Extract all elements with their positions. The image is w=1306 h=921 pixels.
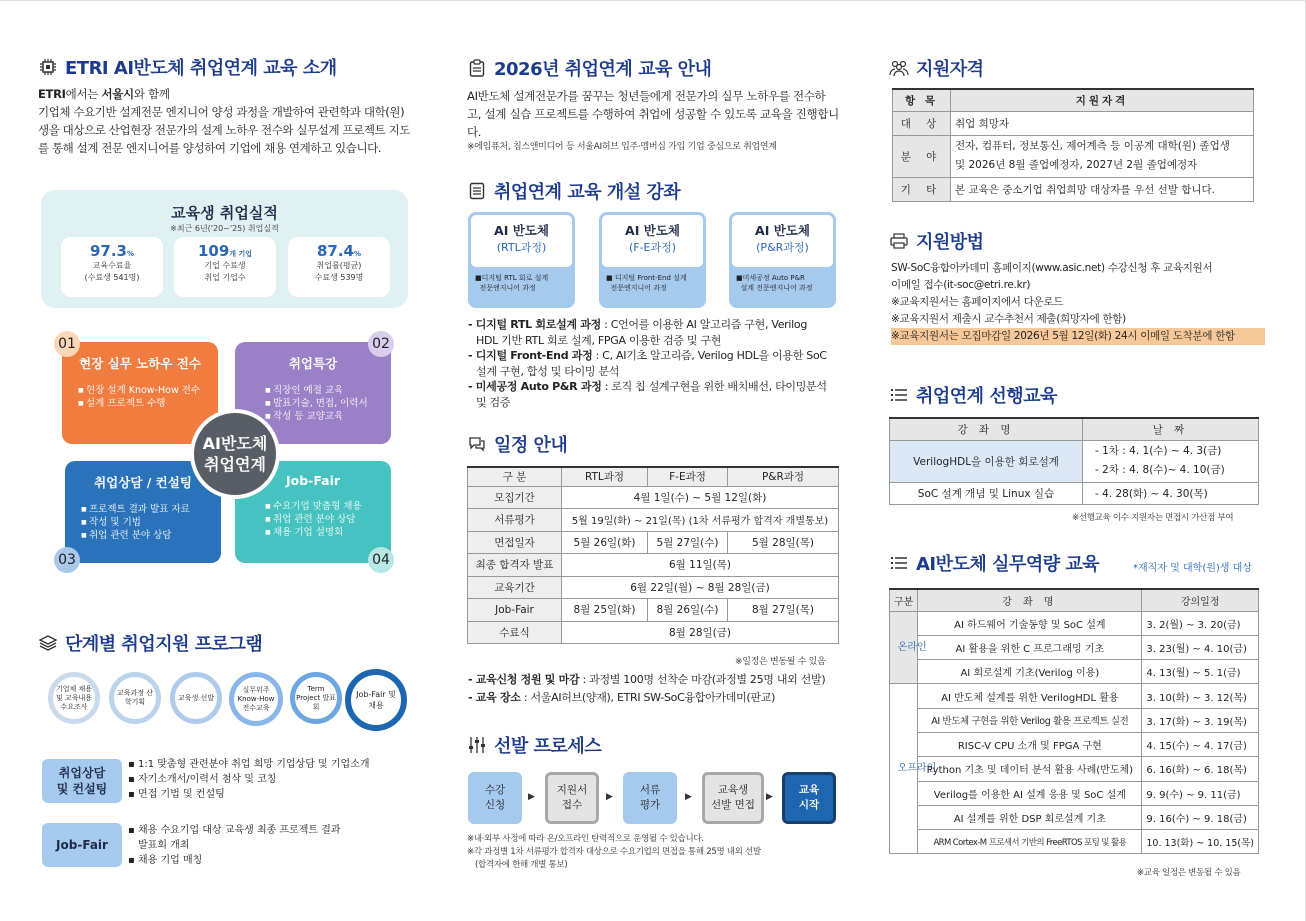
practical-table: 구분 강 좌 명 강의일정 온라인 AI 하드웨어 기술동향 및 SoC 설계 3. 2(월) ~ 3. 20(금) AI 활용을 위한 C 프로그래밍 기초 3. 23(월) ~ 4. 10(금) AI 회로설계 기초(Verilog 이용) 4. 13(월) ~ 5. 1(금) 오프라인 AI 반도체 설계를 위한 VerilogHDL 활용 3. 10(화) ~ 3. 12(목) AI 반도체 구현을 위한 Verilog 활용 프로젝트 실전 3. 17(화) ~ 3. 19(목) RISC-V CPU 소개 및 FPGA 구현 4. 15(수) ~ 4. 17(금) Python 기초 및 데이터 분석 활용 사례(반도체) 6. 16(화) ~ 6. 18(목) Verilog를 이용한 AI 설계 응용 및 SoC 설계 9. 9(수) ~ 9. 11(금) AI 설계를 위한 DSP 회로설계 기초 9. 16(수) ~ 9. 18(금) ARM Cortex-M 프로세서 기반의 FreeRTOS 포팅 및 활용 10. 13(화) ~ 10. 15(목) xyxy=(889,588,1259,854)
quadrant-lecture: 취업특강 ■ 직장인 예절 교육 ■ 발표기술, 면접, 이력서 ■ 작성 등 교양교육 xyxy=(235,342,391,444)
stat-card: 97.3% 교육수료율 (수료생 541명) xyxy=(61,237,163,297)
table-row: ARM Cortex-M 프로세서 기반의 FreeRTOS 포팅 및 활용 10. 13(화) ~ 10. 15(목) xyxy=(890,830,1259,854)
guide-intro: AI반도체 설계전문가를 꿈꾸는 청년들에게 전문가의 실무 노하우를 전수하고, 설계 실습 프로젝트를 수행하여 취업에 성공할 수 있도록 교육을 진행합니다. xyxy=(467,89,839,139)
course-card-pr: AI 반도체 (P&R과정) ■미세공정 Auto P&R 설계 전문엔지니어 과정 xyxy=(729,212,836,308)
table-row: AI 반도체 구현을 위한 Verilog 활용 프로젝트 실전 3. 17(화) ~ 3. 19(목) xyxy=(890,708,1259,732)
quadrant-knowhow: 현장 실무 노하우 전수 ■ 현장 설계 Know-How 전수 ■ 설계 프로젝트 수행 xyxy=(62,342,218,444)
pre-edu-table: 강 좌 명 날 짜 VerilogHDL을 이용한 회로설계 - 1차 : 4. 1(수) ~ 4. 3(금) - 2차 : 4. 8(수)~ 4. 10(금) SoC 설계 개념 및 Linux 실습 - 4. 28(화) ~ 4. 30(목) xyxy=(889,417,1259,505)
jobfair-list: ▪ 채용 수요기업 대상 교육생 최종 프로젝트 결과 발표회 개최 ▪ 채용 기업 매칭 xyxy=(128,825,341,866)
pre-edu-note: ※선행교육 이수 지원자는 면접시 가산점 부여 xyxy=(1072,513,1234,523)
table-row: RISC-V CPU 소개 및 FPGA 구현 4. 15(수) ~ 4. 17(금) xyxy=(890,732,1259,756)
quadrant-number: 02 xyxy=(368,331,394,357)
employment-stats-box xyxy=(41,190,408,308)
table-row: AI 활용을 위한 C 프로그래밍 기초 3. 23(월) ~ 4. 10(금) xyxy=(890,635,1259,659)
eligibility-table: 항 목 지원자격 대 상 취업 희망자 분 야 전자, 컴퓨터, 정보통신, 제어계측 등 이공계 대학(원) 졸업생 및 2026년 8월 졸업예정자, 2027년 2월 졸업예정자 기 타 본 교육은 중소기업 취업희망 대상자를 우선 선발 합니다. xyxy=(892,88,1254,202)
list-bullet-icon xyxy=(889,385,909,405)
program-step: 기업체 채용 및 교육내용 수요조사 xyxy=(48,672,100,724)
stat-card: 87.4% 취업률(평균) 수료생 539명 xyxy=(288,237,390,297)
program-step: Job-Fair 및 채용 xyxy=(345,669,407,731)
chat-icon xyxy=(467,434,487,454)
selection-notes: ※내·외부 사정에 따라 온/오프라인 탄력적으로 운영될 수 있습니다. ※각 과정별 1차 서류평가 합격자 대상으로 수요기업의 면접을 통해 25명 내외 선발 (합격자에 한해 개별 통보) xyxy=(467,834,761,870)
selection-step: 수강 신청 xyxy=(468,772,522,824)
program-step: 실무위주 Know-How 전수교육 xyxy=(229,672,283,726)
layers-icon xyxy=(38,633,58,653)
table-row: 대 상 취업 희망자 xyxy=(893,111,1254,135)
guide-note: ※에임퓨처, 칩스앤미디어 등 서울AI허브 입주·멤버십 가입 기업 중심으로 취업연계 xyxy=(467,142,777,152)
pre-edu-title: 취업연계 선행교육 xyxy=(889,382,1057,408)
selection-step: 교육생 선발 면접 xyxy=(702,772,764,824)
stats-subtitle: ※최근 6년('20~'25) 취업실적 xyxy=(170,224,279,233)
center-circle: AI반도체 취업연계 xyxy=(190,409,280,499)
selection-step: 교육 시작 xyxy=(782,772,836,824)
list-icon xyxy=(467,181,487,201)
program-step: Term Project 발표회 xyxy=(290,672,342,724)
selection-step: 지원서 접수 xyxy=(545,772,599,824)
capacity-place: - 교육신청 정원 및 마감 : 과정별 100명 선착순 마감(과정별 25명 내외 선발) - 교육 장소 : 서울AI허브(양재), ETRI SW-SoC융합아카데미(판교) xyxy=(468,673,826,704)
course-card-fe: AI 반도체 (F-E과정) ■ 디지털 Front-End 설계 전문엔지니어 과정 xyxy=(599,212,706,308)
jobfair-label: Job-Fair xyxy=(42,823,122,867)
selection-title: 선발 프로세스 xyxy=(467,732,601,758)
intro-title: ETRI AI반도체 취업연계 교육 소개 xyxy=(38,54,337,80)
guide-title: 2026년 취업연계 교육 안내 xyxy=(467,55,711,81)
course-descriptions: - 디지털 RTL 회로설계 과정 : C언어를 이용한 AI 알고리즘 구현, Verilog HDL 기반 RTL 회로 설계, FPGA 이용한 검증 및 구현 - 디지털 Front-End 과정 : C, AI기초 알고리즘, Verilog HDL을 이용한 SoC 설계 구현, 합성 및 타이밍 분석 - 미세공정 Auto P&R 과정 : 로직 칩 설계구현을 위한 배치배선, 타이밍분석 및 검증 xyxy=(468,318,827,409)
stats-title: 교육생 취업실적 xyxy=(171,204,278,222)
apply-title: 지원방법 xyxy=(889,228,984,254)
quadrant-consulting: 취업상담 / 컨설팅 ■ 프로젝트 결과 발표 자료 ■ 작성 및 기법 ■ 취업 관련 분야 상담 xyxy=(65,461,221,563)
table-row: 교육기간 6월 22일(월) ~ 8월 28일(금) xyxy=(468,576,839,599)
practical-title: AI반도체 실무역량 교육 xyxy=(889,550,1099,576)
stat-card: 109개 기업 기업 수료생 취업 기업수 xyxy=(174,237,276,297)
courses-title: 취업연계 교육 개설 강좌 xyxy=(467,178,680,204)
table-row: SoC 설계 개념 및 Linux 실습 - 4. 28(화) ~ 4. 30(목) xyxy=(890,482,1259,504)
course-card-rtl: AI 반도체 (RTL과정) ■디지털 RTL 회로 설계 전문엔지니어 과정 xyxy=(468,212,575,308)
quadrant-number: 04 xyxy=(368,547,394,573)
arrow-icon: ▶ xyxy=(528,792,535,802)
quadrant-number: 03 xyxy=(54,547,80,573)
consulting-list: ▪ 1:1 맞춤형 관련분야 취업 희망 기업상담 및 기업소개 ▪ 자기소개서/이력서 첨삭 및 코칭 ▪ 면접 기법 및 컨설팅 xyxy=(128,759,370,800)
program-step: 교육과정 산학기획 xyxy=(109,672,161,724)
table-row: 수료식 8월 28일(금) xyxy=(468,621,839,644)
program-title: 단계별 취업지원 프로그램 xyxy=(38,630,262,656)
consulting-label: 취업상담 및 컨설팅 xyxy=(42,759,122,803)
arrow-icon: ▶ xyxy=(606,792,613,802)
intro-text: ETRI에서는 서울시와 함께 기업체 수요기반 설계전문 엔지니어 양성 과정을 개발하여 관련학과 대학(원)생을 대상으로 산업현장 전문가의 설계 노하우 전수와 실무설계 프로젝트 지도를 통해 설계 전문 엔지니어를 양성하여 기업에 채용 연계하고 있습니다. xyxy=(38,87,410,155)
program-step: 교육생 선발 xyxy=(170,672,222,724)
apply-deadline-highlight: ※교육지원서는 모집마감일 2026년 5월 12일(화) 24시 이메일 도착분에 한함 xyxy=(891,328,1265,345)
selection-step: 서류 평가 xyxy=(623,772,677,824)
sliders-icon xyxy=(467,735,487,755)
table-row: AI 설계를 위한 DSP 회로설계 기초 9. 16(수) ~ 9. 18(금) xyxy=(890,805,1259,829)
arrow-icon: ▶ xyxy=(685,792,692,802)
table-row: Verilog를 이용한 AI 설계 응용 및 SoC 설계 9. 9(수) ~ 9. 11(금) xyxy=(890,781,1259,805)
chip-icon xyxy=(38,57,58,77)
table-row: 분 야 전자, 컴퓨터, 정보통신, 제어계측 등 이공계 대학(원) 졸업생 및 2026년 8월 졸업예정자, 2027년 2월 졸업예정자 xyxy=(893,135,1254,177)
practical-target: *재직자 및 대학(원)생 대상 xyxy=(1133,563,1252,574)
apply-text: SW-SoC융합아카데미 홈페이지(www.asic.net) 수강신청 후 교육지원서 이메일 접수(it-soc@etri.re.kr) ※교육지원서는 홈페이지에서 다운로드 ※교육지원서 제출시 교수추천서 제출(희망자에 한함) ※교육지원서는 모집마감일 2026년 5월 12일(화) 24시 이메일 도착분에 한함 xyxy=(891,260,1265,345)
table-row: 오프라인 AI 반도체 설계를 위한 VerilogHDL 활용 3. 10(화) ~ 3. 12(목) xyxy=(890,684,1259,708)
schedule-title: 일정 안내 xyxy=(467,431,567,457)
table-row: 최종 합격자 발표 6월 11일(목) xyxy=(468,554,839,577)
table-row: 기 타 본 교육은 중소기업 취업희망 대상자를 우선 선발 합니다. xyxy=(893,177,1254,201)
schedule-table: 구 분 RTL과정 F-E과정 P&R과정 모집기간 4월 1일(수) ~ 5월 12일(화) 서류평가 5월 19일(화) ~ 21일(목) (1차 서류평가 합격자 개별통보) 면접일자 5월 26일(화) 5월 27일(수) 5월 28일(목) 최종 합격자 발표 6월 11일(목) 교육기간 6월 22일(월) ~ 8월 28일(금) Job-Fair 8월 25일(화) 8월 26일(수) 8월 27일(목) 수료식 8월 28일(금) xyxy=(467,466,839,644)
eligibility-title: 지원자격 xyxy=(889,55,984,81)
table-row: 온라인 AI 하드웨어 기술동향 및 SoC 설계 3. 2(월) ~ 3. 20(금) xyxy=(890,611,1259,635)
support-quadrant xyxy=(52,331,422,581)
practical-note: ※교육 일정은 변동될 수 있음 xyxy=(1137,868,1241,878)
printer-icon xyxy=(889,231,909,251)
table-row: 면접일자 5월 26일(화) 5월 27일(수) 5월 28일(목) xyxy=(468,531,839,554)
table-row: Job-Fair 8월 25일(화) 8월 26일(수) 8월 27일(목) xyxy=(468,599,839,622)
table-row: 모집기간 4월 1일(수) ~ 5월 12일(화) xyxy=(468,486,839,509)
table-row: AI 회로설계 기초(Verilog 이용) 4. 13(월) ~ 5. 1(금) xyxy=(890,660,1259,684)
list-bullet-icon xyxy=(889,553,909,573)
clipboard-icon xyxy=(467,58,487,78)
quadrant-jobfair: Job-Fair ■ 수요기업 맞춤형 채용 ■ 취업 관련 분야 상담 ■ 채용 기업 설명회 xyxy=(235,461,391,563)
people-icon xyxy=(889,58,909,78)
table-row: 서류평가 5월 19일(화) ~ 21일(목) (1차 서류평가 합격자 개별통보) xyxy=(468,509,839,532)
table-row: VerilogHDL을 이용한 회로설계 - 1차 : 4. 1(수) ~ 4. 3(금) - 2차 : 4. 8(수)~ 4. 10(금) xyxy=(890,440,1259,482)
arrow-icon: ▶ xyxy=(766,792,773,802)
table-row: Python 기초 및 데이터 분석 활용 사례(반도체) 6. 16(화) ~ 6. 18(목) xyxy=(890,757,1259,781)
schedule-note: ※일정은 변동될 수 있음 xyxy=(735,657,826,667)
quadrant-number: 01 xyxy=(54,331,80,357)
